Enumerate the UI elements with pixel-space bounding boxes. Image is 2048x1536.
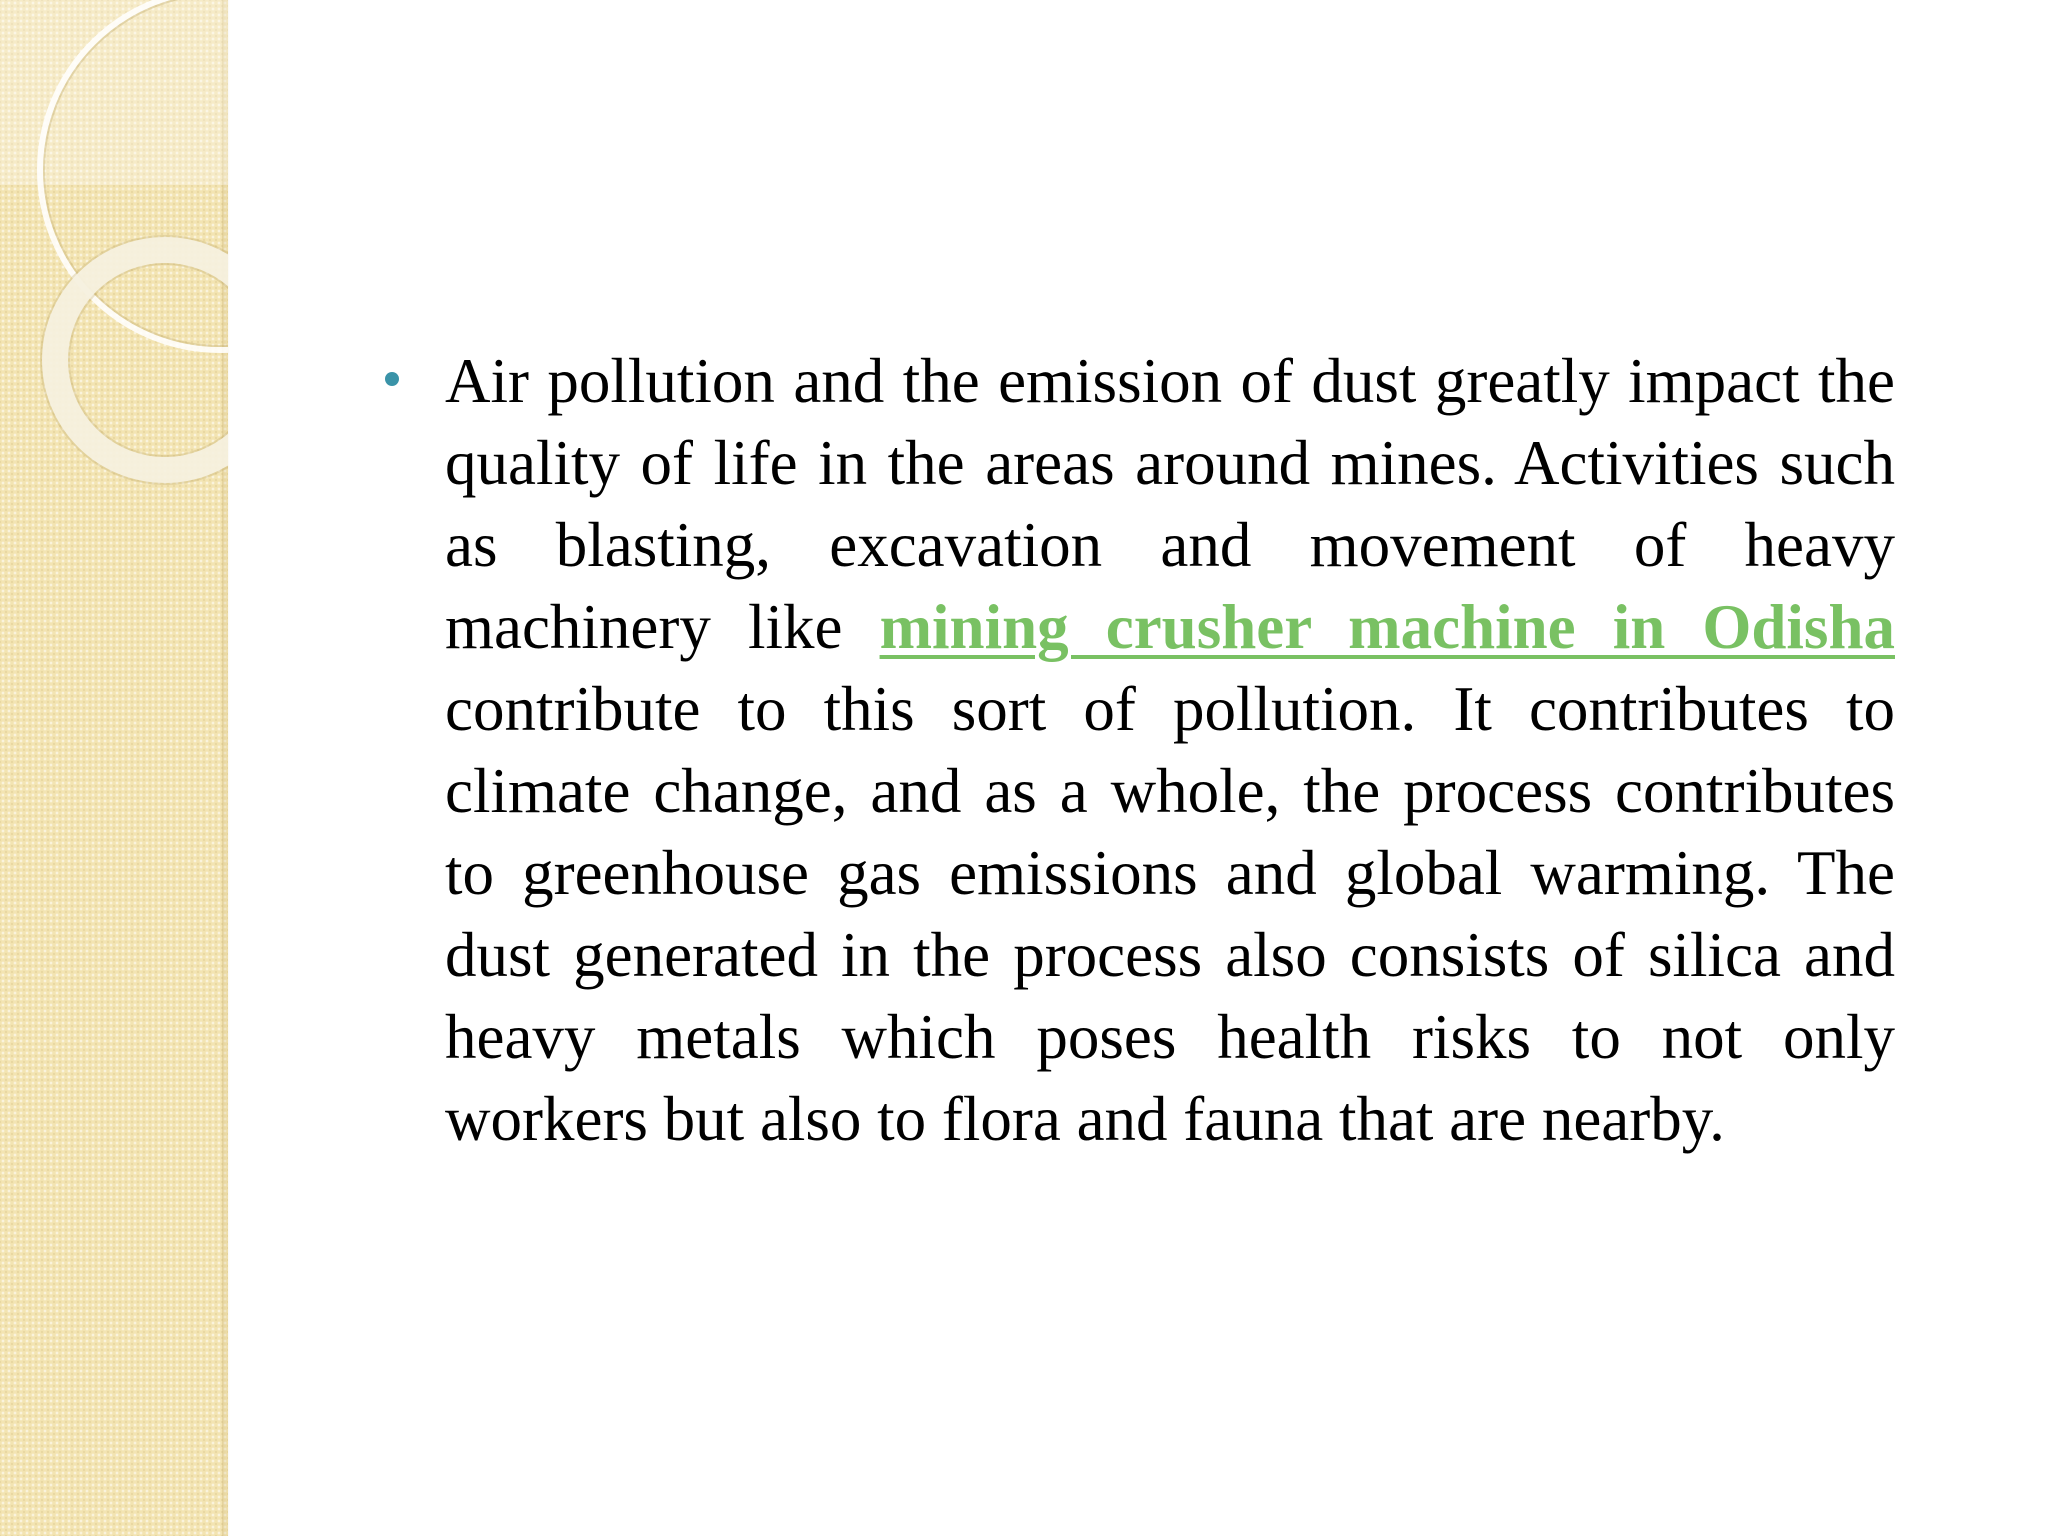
body-text-after-link: contribute to this sort of pollution. It contributes to climate change, and as a whole, the process contributes to greenhouse gas emissions and global warming. The dust generated in the process also consists of silica and heavy metals which poses health risks to not only workers but also to flora and fauna that are nearby.	[445, 674, 1895, 1154]
mining-crusher-link[interactable]: mining crusher machine in Odisha	[879, 592, 1895, 662]
body-paragraph	[445, 340, 1895, 1160]
content-area	[385, 340, 1895, 1160]
decorative-rings	[0, 0, 228, 520]
bullet-item	[385, 340, 1895, 1160]
body-text-before-link: Air pollution and the emission of dust greatly impact the quality of life in the areas around mines. Activities such as blasting, excavation and movement of heavy machinery like	[445, 346, 1895, 662]
bullet-icon	[385, 372, 399, 386]
small-ring	[55, 250, 228, 470]
